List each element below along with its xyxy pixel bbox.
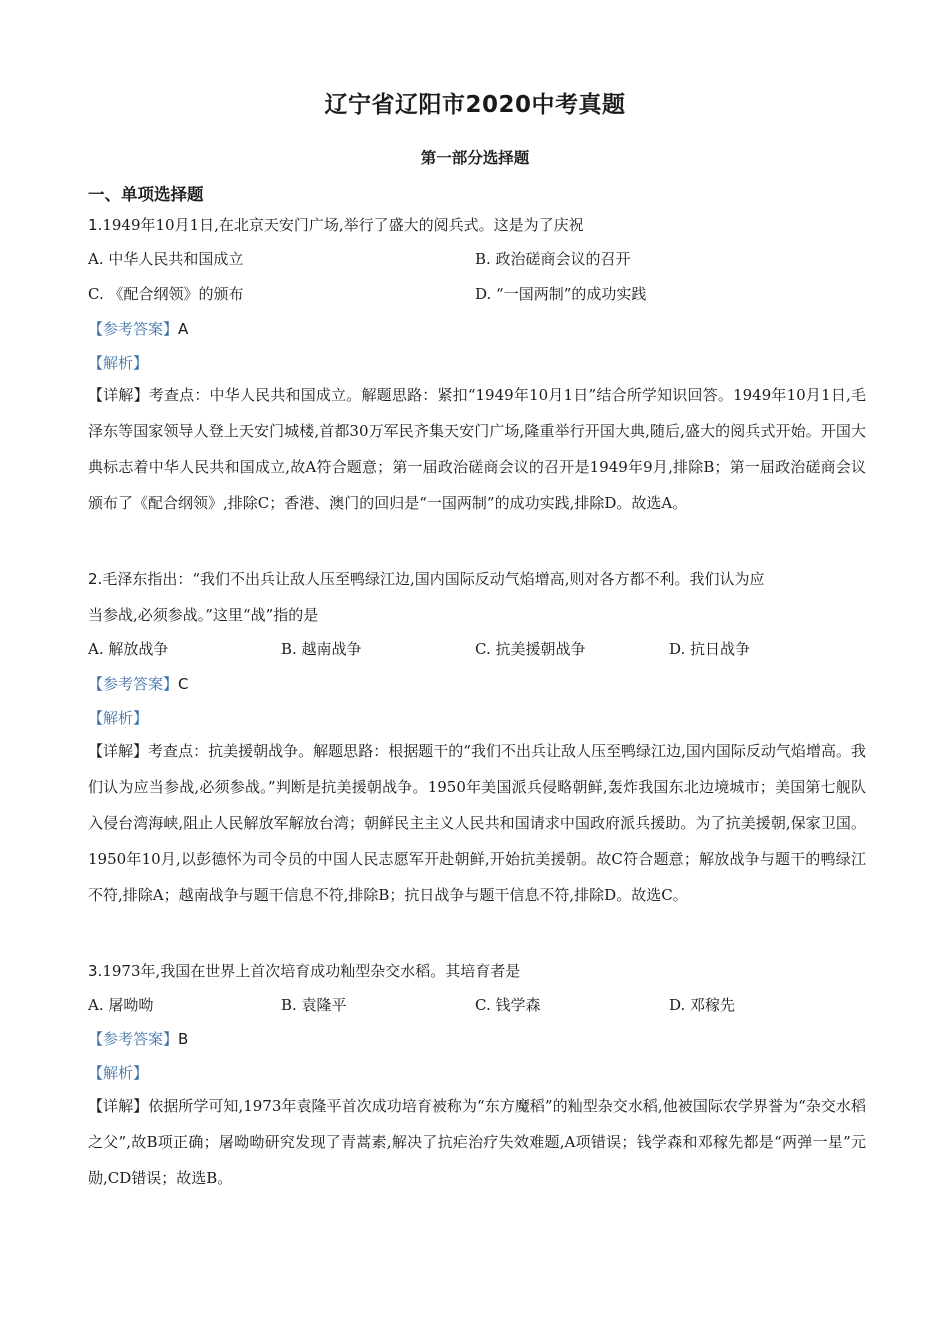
question-1-option-b: B. 政治磋商会议的召开 <box>475 250 631 268</box>
part-subtitle: 第一部分选择题 <box>420 149 530 167</box>
question-1-detail: 【详解】考查点：中华人民共和国成立。解题思路：紧扣“1949年10月1日”结合所学知识回答。1949年10月1日,毛泽东等国家领导人登上天安门城楼,首都30万军民齐集天安门广场,隆重举行开国大典,随后,盛大的阅兵式开始。开国大典标志着中华人民共和国成立,故A符合题意；第一届政治磋商会议的召开是1949年9月,排除B；第一届政治磋商会议颁布了《配合纲领》,排除C；香港、澳门的回归是“一国两制”的成功实践,排除D。故选A。 <box>88 386 866 512</box>
question-2-option-c: C. 抗美援朝战争 <box>475 640 586 658</box>
question-2-option-a: A. 解放战争 <box>88 640 169 658</box>
question-3-analysis-label: 【解析】 <box>88 1064 149 1082</box>
question-2-detail: 【详解】考查点：抗美援朝战争。解题思路：根据题干的“我们不出兵让敌人压至鸭绿江边,国内国际反动气焰增高。我们认为应当参战,必须参战。”判断是抗美援朝战争。1950年美国派兵侵略朝鲜,轰炸我国东北边境城市；美国第七舰队入侵台湾海峡,阻止人民解放军解放台湾；朝鲜民主主义人民共和国请求中国政府派兵援助。为了抗美援朝,保家卫国。1950年10月,以彭德怀为司令员的中国人民志愿军开赴朝鲜,开始抗美援朝。故C符合题意；解放战争与题干的鸭绿江不符,排除A；越南战争与题干信息不符,排除B；抗日战争与题干信息不符,排除D。故选C。 <box>88 742 866 904</box>
question-1-stem: 1.1949年10月1日,在北京天安门广场,举行了盛大的阅兵式。这是为了庆祝 <box>88 216 584 234</box>
question-3-detail: 【详解】依据所学可知,1973年袁隆平首次成功培育被称为“东方魔稻”的籼型杂交水稻,他被国际农学界誉为“杂交水稻之父”,故B项正确；屠呦呦研究发现了青蒿素,解决了抗疟治疗失效难题,A项错误；钱学森和邓稼先都是“两弹一星”元勋,CD错误；故选B。 <box>88 1097 866 1187</box>
question-1-option-a: A. 中华人民共和国成立 <box>88 250 244 268</box>
question-2-stem-line-2: 当参战,必须参战。”这里“战”指的是 <box>88 606 319 624</box>
question-1-option-d: D. “一国两制”的成功实践 <box>475 285 647 303</box>
question-3-option-c: C. 钱学森 <box>475 996 541 1014</box>
question-2-analysis-label: 【解析】 <box>88 709 149 727</box>
question-1-answer: 【参考答案】A <box>88 320 189 338</box>
question-1-option-c: C. 《配合纲领》的颁布 <box>88 285 244 303</box>
section-heading: 一、单项选择题 <box>88 185 204 204</box>
question-3-stem: 3.1973年,我国在世界上首次培育成功籼型杂交水稻。其培育者是 <box>88 962 521 980</box>
question-3-option-d: D. 邓稼先 <box>669 996 736 1014</box>
question-2-option-d: D. 抗日战争 <box>669 640 751 658</box>
question-3-option-a: A. 屠呦呦 <box>88 996 154 1014</box>
question-2-answer: 【参考答案】C <box>88 675 189 693</box>
page-title: 辽宁省辽阳市2020中考真题 <box>324 92 626 118</box>
question-2-option-b: B. 越南战争 <box>281 640 362 658</box>
question-3-answer: 【参考答案】B <box>88 1030 189 1048</box>
question-3-option-b: B. 袁隆平 <box>281 996 347 1014</box>
question-2-stem-line-1: 2.毛泽东指出：“我们不出兵让敌人压至鸭绿江边,国内国际反动气焰增高,则对各方都不利。我们认为应 <box>88 570 765 588</box>
question-1-analysis-label: 【解析】 <box>88 354 149 372</box>
